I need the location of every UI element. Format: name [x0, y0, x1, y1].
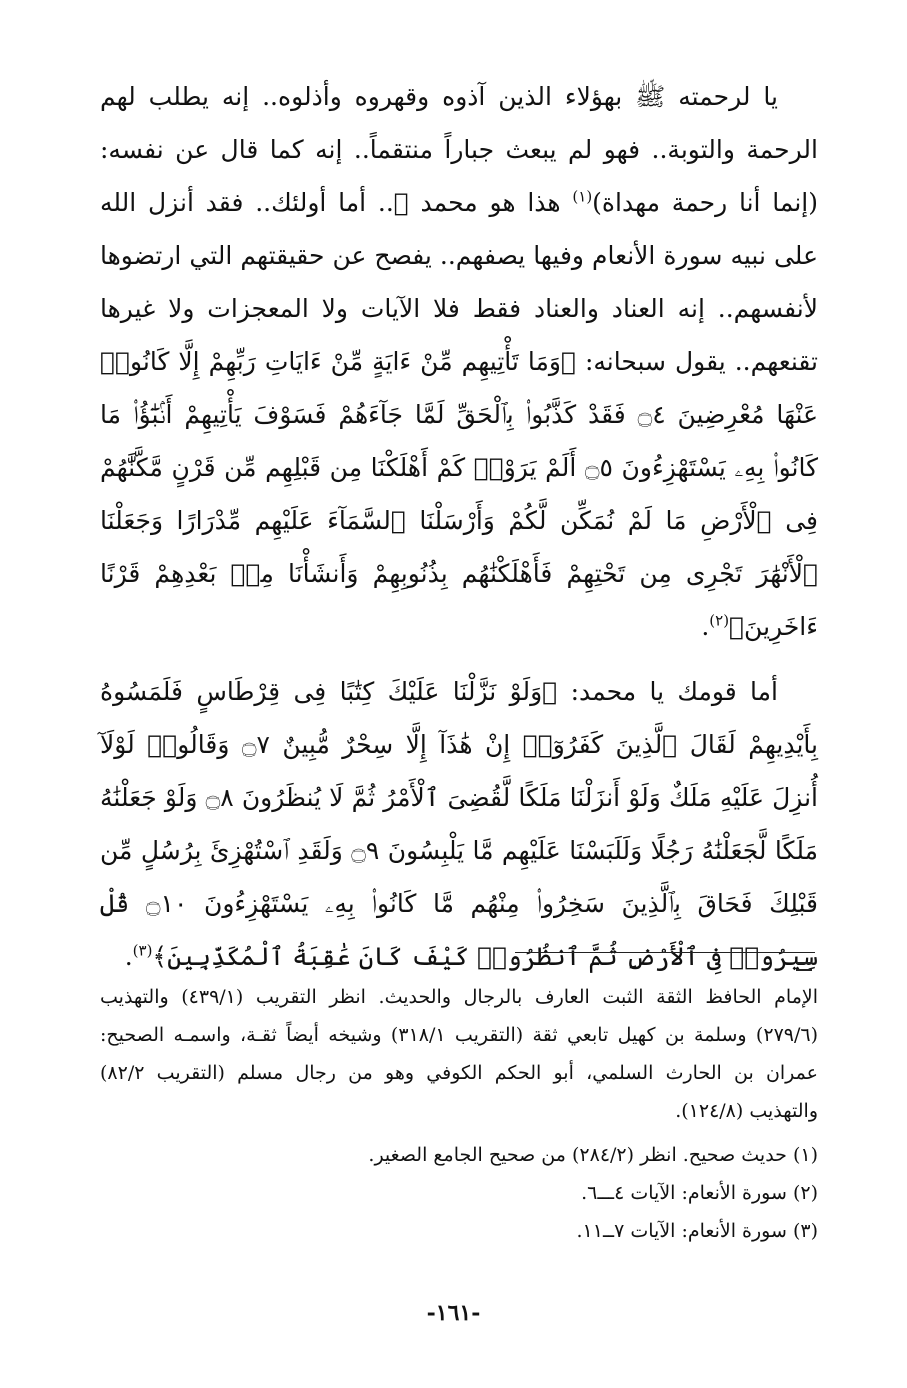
footnote-marker-3: (٣) [132, 941, 153, 960]
footnotes [100, 978, 818, 1250]
footnote-marker-2: (٢) [709, 611, 730, 630]
quran-verse-2: ﴿وَلَوْ نَزَّلْنَا عَلَيْكَ كِتَٰبًا فِى قِرْطَاسٍ فَلَمَسُوهُ بِأَيْدِيهِمْ لَقَالَ ٱلَّذِينَ كَفَرُوٓا۟ إِنْ هَٰذَآ إِلَّا سِحْرٌ مُّبِينٌ ۝٧ وَقَالُوا۟ لَوْلَآ أُنزِلَ عَلَيْهِ مَلَكٌ وَلَوْ أَنزَلْنَا مَلَكًا لَّقُضِىَ ٱلْأَمْرُ ثُمَّ لَا يُنظَرُونَ ۝٨ وَلَوْ جَعَلْنَٰهُ مَلَكًا لَّجَعَلْنَٰهُ رَجُلًا وَلَلَبَسْنَا عَلَيْهِم مَّا يَلْبِسُونَ ۝٩ وَلَقَدِ ٱسْتُهْزِئَ بِرُسُلٍ مِّن قَبْلِكَ فَحَاقَ بِٱلَّذِينَ سَخِرُوا۟ مِنْهُم مَّا كَانُوا۟ بِهِۦ يَسْتَهْزِءُونَ ۝١٠ قُلْ سِيرُوا۟ فِى ٱلْأَرْضِ ثُمَّ ٱنظُرُوا۟ كَيْفَ كَانَ عَٰقِبَةُ ٱلْمُكَذِّبِينَ﴾ [100, 677, 818, 971]
footnote-continuation-mark [796, 962, 812, 971]
footnote-3: (٣) سورة الأنعام: الآيات ٧ــ١١. [576, 1220, 818, 1242]
paragraph-2-text: أما قومك يا محمد: [557, 677, 779, 706]
quran-verse-1: ﴿وَمَا تَأْتِيهِم مِّنْ ءَايَةٍ مِّنْ ءَايَاتِ رَبِّهِمْ إِلَّا كَانُوا۟ عَنْهَا مُعْرِضِينَ ۝٤ فَقَدْ كَذَّبُوا۟ بِٱلْحَقِّ لَمَّا جَآءَهُمْ فَسَوْفَ يَأْتِيهِمْ أَنۢبَٰٓؤُا۟ مَا كَانُوا۟ بِهِۦ يَسْتَهْزِءُونَ ۝٥ أَلَمْ يَرَوْا۟ كَمْ أَهْلَكْنَا مِن قَبْلِهِم مِّن قَرْنٍ مَّكَّنَّٰهُمْ فِى ٱلْأَرْضِ مَا لَمْ نُمَكِّن لَّكُمْ وَأَرْسَلْنَا ٱلسَّمَآءَ عَلَيْهِم مِّدْرَارًا وَجَعَلْنَا ٱلْأَنْهَٰرَ تَجْرِى مِن تَحْتِهِمْ فَأَهْلَكْنَٰهُم بِذُنُوبِهِمْ وَأَنشَأْنَا مِنۢ بَعْدِهِمْ قَرْنًا ءَاخَرِينَ﴾ [100, 347, 819, 641]
footnote-2: (٢) سورة الأنعام: الآيات ٤ـــ٦. [581, 1182, 818, 1204]
paragraph-1-text: يا لرحمته ﷺ بهؤلاء الذين آذوه وقهروه وأذلوه.. إنه يطلب لهم الرحمة والتوبة.. فهو لم يبعث جباراً منتقماً.. إنه كما قال عن نفسه: (إنما أنا رحمة مهداة) [100, 82, 819, 217]
footnote-marker-1: (١) [572, 187, 593, 206]
main-text [100, 70, 818, 983]
footnote-list [100, 1136, 818, 1250]
paragraph-2-end: . [124, 942, 133, 971]
footnote-continuation: الإمام الحافظ الثقة الثبت العارف بالرجال والحديث. انظر التقريب (٤٣٩/١) والتهذيب (٢٧٩/٦) وسلمة بن كهيل تابعي ثقة (التقريب ٣١٨/١) وشيخه أيضاً ثقـة، واسمـه الصحيح: عمران بن الحارث السلمي، أبو الحكم الكوفي وهو من رجال مسلم (التقريب ٨٢/٢) والتهذيب (١٢٤/٨). [100, 986, 819, 1122]
paragraph-1 [100, 70, 818, 653]
page-number: -١٦١- [426, 1300, 481, 1326]
paragraph-1-end: . [701, 612, 710, 641]
paragraph-1-text-continued: هذا هو محمد ﷺ.. أما أولئك.. فقد أنزل الله على نبيه سورة الأنعام وفيها يصفهم.. يفصح عن حقيقتهم التي ارتضوها لأنفسهم.. إنه العناد والعناد فقط فلا الآيات ولا المعجزات ولا غيرها تقنعهم.. يقول سبحانه: [100, 188, 818, 376]
footnote-1: (١) حديث صحيح. انظر (٢٨٤/٢) من صحيح الجامع الصغير. [368, 1144, 818, 1166]
paragraph-2 [100, 665, 818, 983]
footnote-separator [515, 952, 815, 953]
